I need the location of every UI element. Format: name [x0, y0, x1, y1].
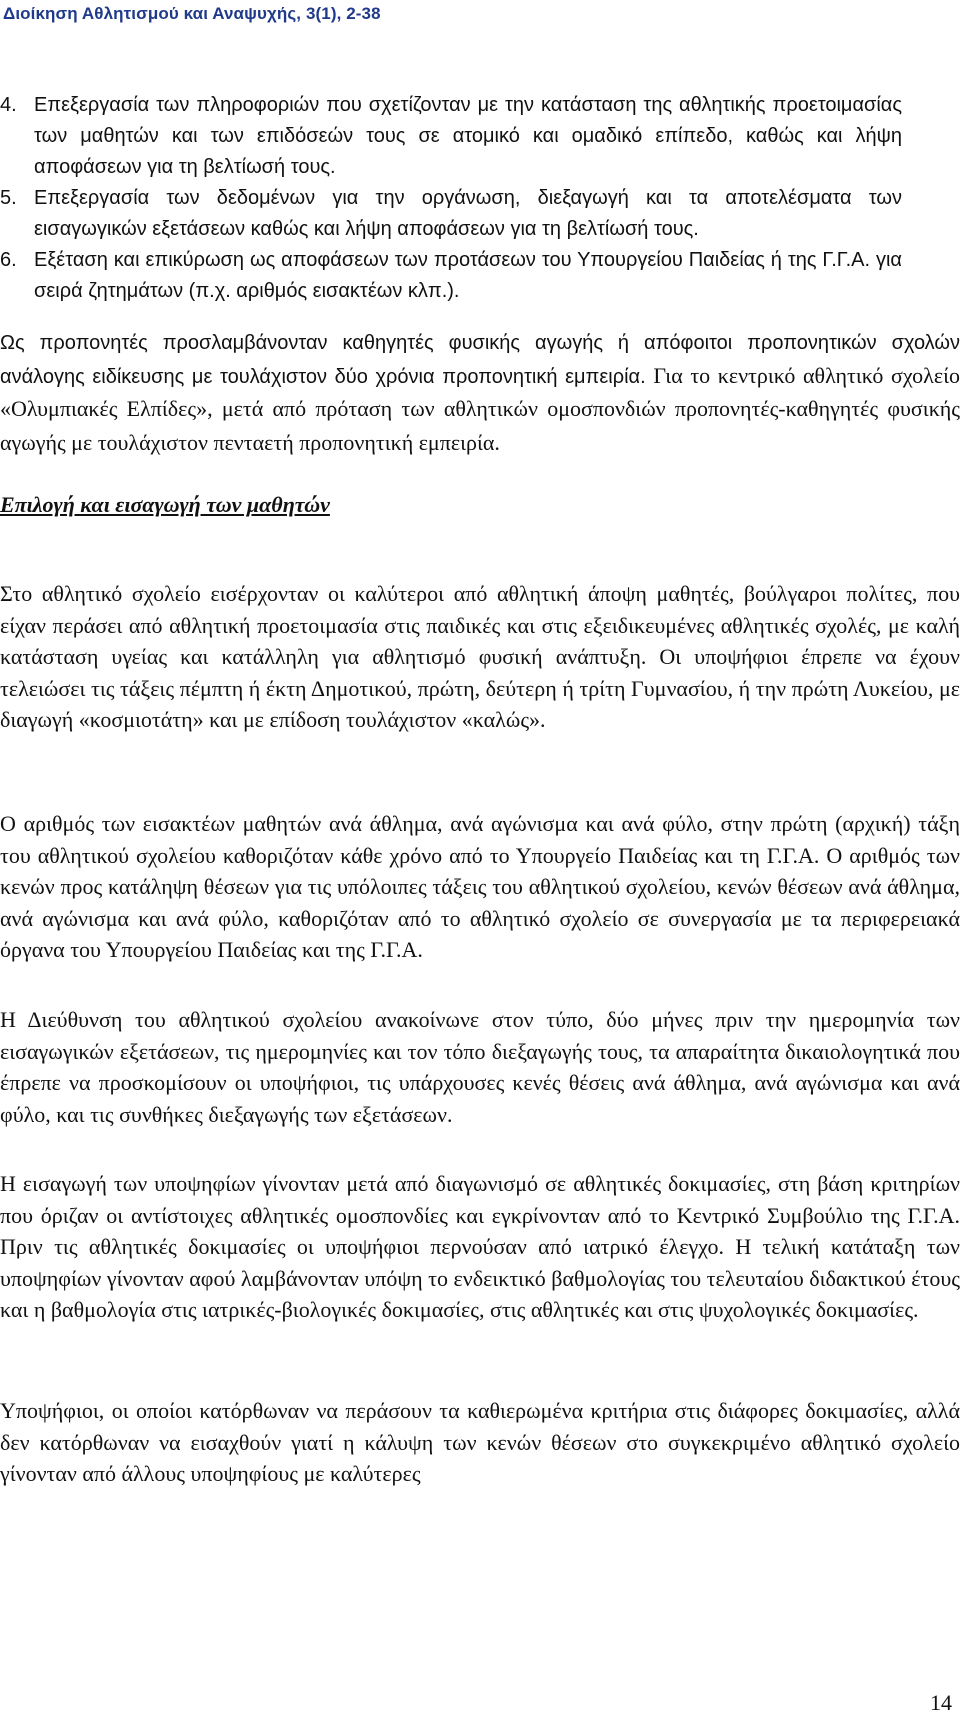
- coaches-paragraph: [0, 328, 960, 460]
- list-item-text: Εξέταση και επικύρωση ως αποφάσεων των προτάσεων του Υπουργείου Παιδείας ή της Γ.Γ.Α. για σειρά ζητημάτων (π.χ. αριθμός εισακτέων κλπ.).: [34, 249, 902, 302]
- paragraph-number-of-students: Ο αριθμός των εισακτέων μαθητών ανά άθλημα, ανά αγώνισμα και ανά φύλο, στην πρώτη (αρχική) τάξη του αθλητικού σχολείου καθοριζόταν κάθε χρόνο από το Υπουργείο Παιδείας και τη Γ.Γ.Α. Ο αριθμός των κενών προς κατάληψη θέσεων για τις υπόλοιπες τάξεις του αθλητικού σχολείου, κενών θέσεων ανά άθλημα, ανά αγώνισμα και ανά φύλο, καθοριζόταν από το αθλητικό σχολείο σε συνεργασία με τα περιφερειακά όργανα του Υπουργείου Παιδείας και της Γ.Γ.Α.: [0, 811, 960, 963]
- list-item-number: 5.: [0, 187, 17, 209]
- list-item-number: 4.: [0, 94, 17, 116]
- paragraph-candidates: Υποψήφιοι, οι οποίοι κατόρθωναν να περάσουν τα καθιερωμένα κριτήρια στις διάφορες δοκιμασίες, αλλά δεν κατόρθωναν να εισαχθούν γιατί η κάλυψη των κενών θέσεων στο συγκεκριμένο αθλητικό σχολείο γίνονταν από άλλους υποψηφίους με καλύτερες: [0, 1398, 960, 1487]
- list-item: [0, 245, 902, 307]
- list-item: [0, 183, 902, 245]
- list-item: [0, 90, 902, 183]
- paragraph-admission-criteria: Στο αθλητικό σχολείο εισέρχονταν οι καλύτεροι από αθλητική άποψη μαθητές, βούλγαροι πολίτες, που είχαν περάσει από αθλητική προετοιμασία στις παιδικές και στις εξειδικευμένες αθλητικές σχολές, με καλή κατάσταση υγείας και κατάλληλη για αθλητισμό φυσική ανάπτυξη. Οι υποψήφιοι έπρεπε να έχουν τελειώσει τις τάξεις πέμπτη ή έκτη Δημοτικού, πρώτη, δεύτερη ή τρίτη Γυμνασίου, ή την πρώτη Λυκείου, με διαγωγή «κοσμιοτάτη» και με επίδοση τουλάχιστον «καλώς».: [0, 581, 960, 733]
- numbered-list: [0, 90, 960, 307]
- list-item-number: 6.: [0, 249, 17, 271]
- list-item-text: Επεξεργασία των δεδομένων για την οργάνωση, διεξαγωγή και τα αποτελέσματα των εισαγωγικών εξετάσεων καθώς και λήψη αποφάσεων για τη βελτίωσή τους.: [34, 187, 902, 240]
- page-number: 14: [930, 1690, 952, 1715]
- paragraph-admission-process: Η εισαγωγή των υποψηφίων γίνονταν μετά από διαγωνισμό σε αθλητικές δοκιμασίες, στη βάση κριτηρίων που όριζαν οι αντίστοιχες αθλητικές ομοσπονδίες και εγκρίνονταν από το Κεντρικό Συμβούλιο της Γ.Γ.Α. Πριν τις αθλητικές δοκιμασίες οι υποψήφιοι περνούσαν από ιατρικό έλεγχο. Η τελική κατάταξη των υποψηφίων γίνονταν αφού λαμβάνονταν υπόψη το ενδεικτικό βαθμολογίας του τελευταίου διδακτικού έτους και η βαθμολογία στις ιατρικές-βιολογικές δοκιμασίες, στις αθλητικές και στις ψυχολογικές δοκιμασίες.: [0, 1171, 960, 1323]
- coaches-paragraph-part1: Ως προπονητές προσλαμβάνονταν καθηγητές φυσικής αγωγής ή απόφοιτοι προπονητικών σχολών ανάλογης ειδίκευσης με τουλάχιστον δύο χρόνια προπονητική εμπειρία.: [0, 332, 960, 388]
- journal-header: Διοίκηση Αθλητισμού και Αναψυχής, 3(1), 2-38: [3, 4, 381, 23]
- coaches-paragraph-part2: Για το κεντρικό αθλητικό σχολείο «Ολυμπιακές Ελπίδες», μετά από πρόταση των αθλητικών ομοσπονδιών προπονητές-καθηγητές φυσικής αγωγής με τουλάχιστον πενταετή προπονητική εμπειρία.: [0, 362, 960, 455]
- list-item-text: Επεξεργασία των πληροφοριών που σχετίζονταν με την κατάσταση της αθλητικής προετοιμασίας των μαθητών και των επιδόσεών τους σε ατομικό και ομαδικό επίπεδο, καθώς και λήψη αποφάσεων για τη βελτίωσή τους.: [34, 94, 902, 178]
- paragraph-announcement: Η Διεύθυνση του αθλητικού σχολείου ανακοίνωνε στον τύπο, δύο μήνες πριν την ημερομηνία των εισαγωγικών εξετάσεων, τις ημερομηνίες και τον τόπο διεξαγωγής τους, τα απαραίτητα δικαιολογητικά που έπρεπε να προσκομίσουν οι υποψήφιοι, τις υπάρχουσες κενές θέσεις ανά άθλημα, ανά αγώνισμα και ανά φύλο, και τις συνθήκες διεξαγωγής των εξετάσεων.: [0, 1007, 960, 1127]
- section-heading: Επιλογή και εισαγωγή των μαθητών: [0, 492, 330, 517]
